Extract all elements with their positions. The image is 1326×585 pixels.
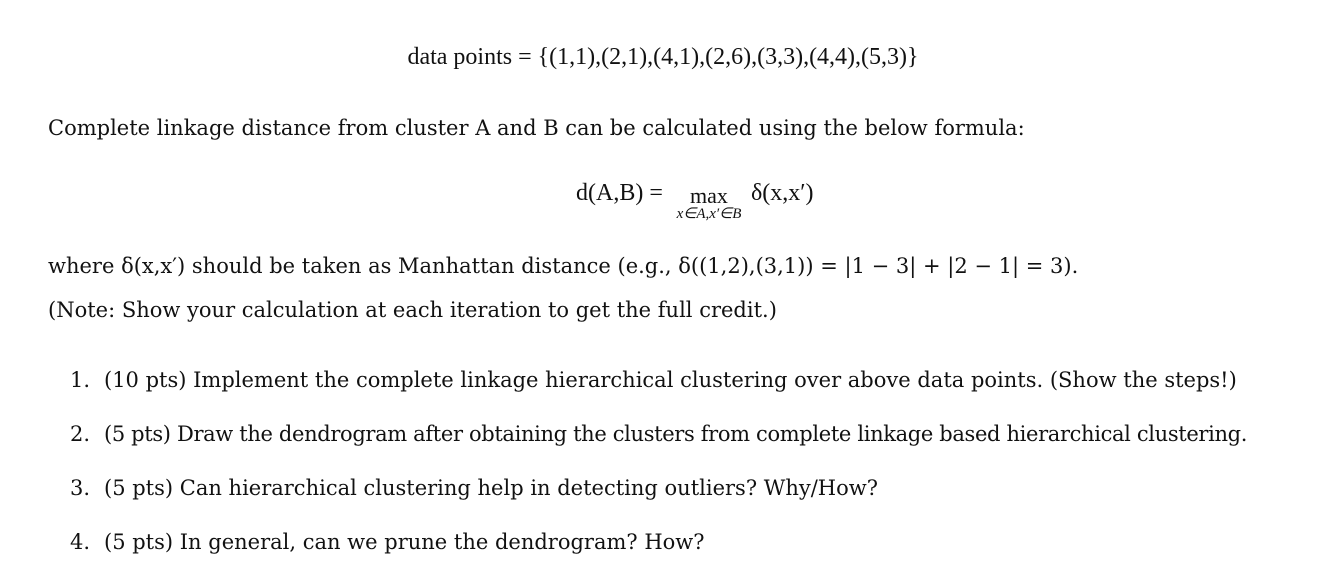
question-text: (5 pts) Can hierarchical clustering help in detecting outliers? Why/How? [104,476,878,500]
formula-rhs: δ(x,x′) [751,180,814,206]
question-item [70,368,1237,392]
question-text: (5 pts) In general, can we prune the dendrogram? How? [104,530,705,554]
data-points-equation: data points = {(1,1),(2,1),(4,1),(2,6),(3,3),(4,4),(5,3)} [407,44,919,70]
question-item [70,530,705,554]
question-text: (10 pts) Implement the complete linkage hierarchical clustering over above data points. (Show the steps!) [104,368,1237,392]
formula-max-word: max [690,183,728,208]
question-number: 4. [70,530,91,554]
question-number: 2. [70,422,91,446]
formula-subscript: x∈A,x′∈B [676,206,742,222]
question-item [70,422,1247,446]
where-paragraph: where δ(x,x′) should be taken as Manhattan distance (e.g., δ((1,2),(3,1)) = |1 − 3| + |2 − 1| = 3). [48,254,1079,278]
formula-lhs: d(A,B) = [576,180,663,206]
question-item [70,476,878,500]
question-number: 1. [70,368,91,392]
note-paragraph: (Note: Show your calculation at each iteration to get the full credit.) [48,298,777,322]
intro-paragraph: Complete linkage distance from cluster A and B can be calculated using the below formula: [48,116,1025,140]
formula-max-operator [676,183,742,222]
question-text: (5 pts) Draw the dendrogram after obtaining the clusters from complete linkage based hierarchical clustering. [104,422,1248,446]
question-number: 3. [70,476,91,500]
